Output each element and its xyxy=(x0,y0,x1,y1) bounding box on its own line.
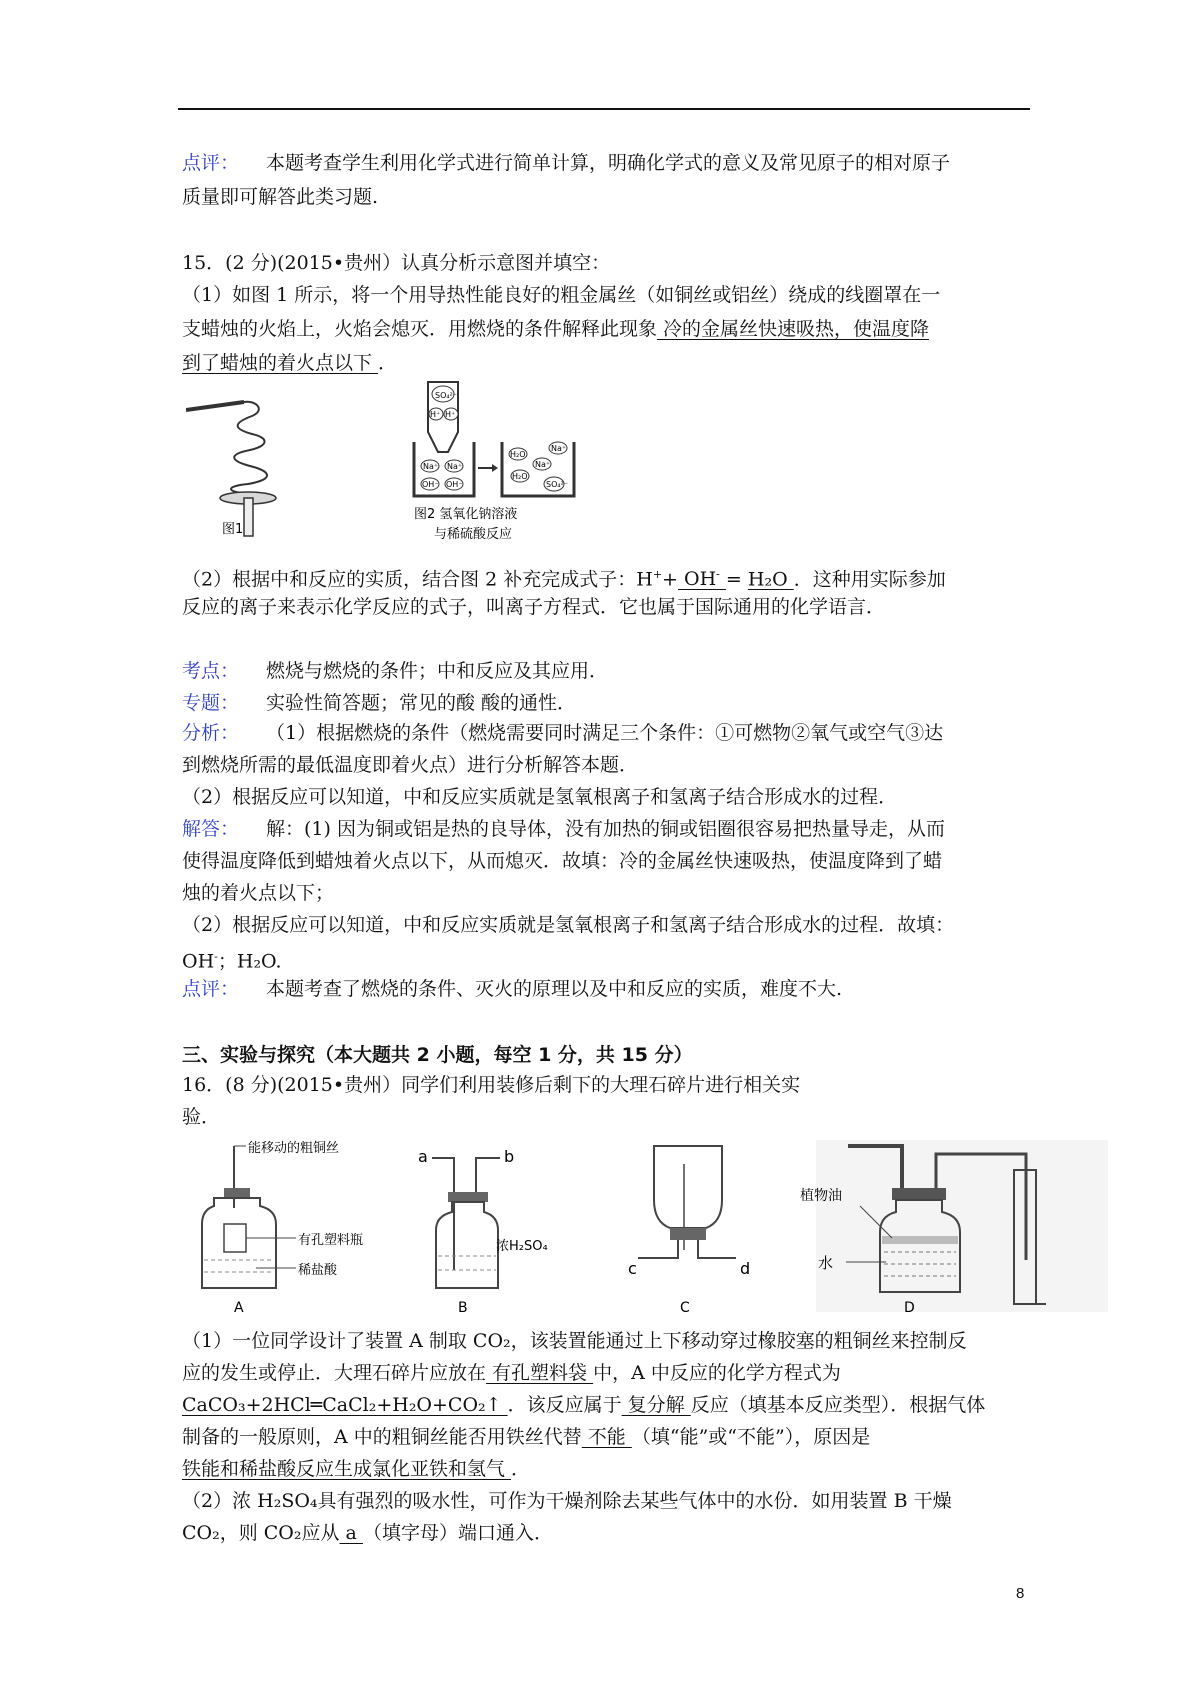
fenxi-line3: （2）根据反应可以知道，中和反应实质就是氢氧根离子和氢离子结合形成水的过程． xyxy=(182,786,898,808)
fenxi-label: 分析： xyxy=(182,722,240,744)
svg-text:Na⁺: Na⁺ xyxy=(423,462,439,471)
svg-text:D: D xyxy=(904,1300,915,1316)
svg-text:浓H₂SO₄: 浓H₂SO₄ xyxy=(496,1239,548,1254)
figure-1-caption: 图1 xyxy=(222,522,244,537)
figure-1-candle-coil xyxy=(186,388,306,538)
q16-p1-line3: CaCO₃+2HCl═CaCl₂+H₂O+CO₂↑ ．该反应属于 复分解 反应（填基本反应类型）．根据气体 xyxy=(182,1394,986,1416)
figure-2-neutralization xyxy=(408,372,588,550)
svg-text:d: d xyxy=(740,1259,751,1278)
page-number: 8 xyxy=(1016,1585,1025,1602)
q16-header2: 验． xyxy=(182,1106,221,1128)
section-title: 三、实验与探究（本大题共 2 小题，每空 1 分，共 15 分） xyxy=(182,1044,693,1066)
pingjia-line: 点评： 本题考查了燃烧的条件、灭火的原理以及中和反应的实质，难度不大. xyxy=(182,974,842,1004)
svg-text:C: C xyxy=(680,1300,690,1316)
answer-blank: a xyxy=(339,1522,363,1544)
svg-text:b: b xyxy=(504,1147,515,1166)
q16-p1-line5: 铁能和稀盐酸反应生成氯化亚铁和氢气 ． xyxy=(182,1458,531,1480)
svg-text:OH⁻: OH⁻ xyxy=(422,480,439,489)
svg-text:SO₄²⁻: SO₄²⁻ xyxy=(435,391,458,400)
svg-text:植物油: 植物油 xyxy=(800,1188,842,1204)
fenxi-line1: 分析： （1）根据燃烧的条件（燃烧需要同时满足三个条件：①可燃物②氧气或空气③达 xyxy=(182,718,943,748)
svg-text:SO₄²⁻: SO₄²⁻ xyxy=(546,480,569,489)
answer-blank: 到了蜡烛的着火点以下 xyxy=(182,352,379,374)
kaodian-line: 考点： 燃烧与燃烧的条件；中和反应及其应用． xyxy=(182,656,608,686)
jieda-line3: 烛的着火点以下； xyxy=(182,882,335,904)
answer-blank: 复分解 xyxy=(621,1394,691,1416)
svg-text:与稀硫酸反应: 与稀硫酸反应 xyxy=(434,527,513,542)
svg-text:Na⁺: Na⁺ xyxy=(535,460,551,469)
review-label: 点评： xyxy=(182,152,240,174)
answer-blank: 有孔塑料袋 xyxy=(486,1362,594,1384)
svg-text:H₂O: H₂O xyxy=(510,450,526,459)
zhuanti-label: 专题： xyxy=(182,692,240,714)
zhuanti-line: 专题： 实验性简答题；常见的酸 酸的通性． xyxy=(182,688,576,718)
jieda-line1: 解答： 解：(1) 因为铜或铝是热的良导体，没有加热的铜或铝圈很容易把热量导走，从而 xyxy=(182,814,945,844)
svg-text:Na⁺: Na⁺ xyxy=(447,462,463,471)
svg-text:OH⁻: OH⁻ xyxy=(446,480,463,489)
q15-p1-line3: 到了蜡烛的着火点以下 ． xyxy=(182,352,398,374)
figure-apparatus-abcd xyxy=(196,1140,1108,1318)
q16-p1-line4: 制备的一般原则，A 中的粗铜丝能否用铁丝代替 不能 （填“能”或“不能”），原因是 xyxy=(182,1426,871,1448)
q16-p1-line1: （1）一位同学设计了装置 A 制取 CO₂，该装置能通过上下移动穿过橡胶塞的粗铜丝来控制反 xyxy=(182,1330,967,1352)
q15-p2-line1: （2）根据中和反应的实质，结合图 2 补充完成式子：H++ OH- = H₂O ．这种用实际参加 xyxy=(182,568,946,591)
svg-text:A: A xyxy=(234,1300,244,1316)
svg-text:能移动的粗铜丝: 能移动的粗铜丝 xyxy=(248,1141,340,1156)
svg-text:H⁺: H⁺ xyxy=(445,410,456,419)
answer-blank: CaCO₃+2HCl═CaCl₂+H₂O+CO₂↑ xyxy=(182,1394,508,1416)
prev-review-line1: 点评： 本题考查学生利用化学式进行简单计算，明确化学式的意义及常见原子的相对原子 xyxy=(182,148,950,178)
svg-text:H₂O: H₂O xyxy=(512,472,528,481)
answer-blank: 不能 xyxy=(581,1426,632,1448)
jieda-line5: OH-；H₂O. xyxy=(182,950,282,973)
jieda-label: 解答： xyxy=(182,818,240,840)
jieda-line2: 使得温度降低到蜡烛着火点以下，从而熄灭．故填：冷的金属丝快速吸热，使温度降到了蜡 xyxy=(182,850,943,872)
answer-blank: 冷的金属丝快速吸热，使温度降 xyxy=(657,318,930,340)
q15-header: 15．(2 分)(2015•贵州）认真分析示意图并填空： xyxy=(182,252,611,274)
q16-p1-line2: 应的发生或停止．大理石碎片应放在 有孔塑料袋 中，A 中反应的化学方程式为 xyxy=(182,1362,841,1384)
answer-blank: 铁能和稀盐酸反应生成氯化亚铁和氢气 xyxy=(182,1458,512,1480)
svg-text:有孔塑料瓶: 有孔塑料瓶 xyxy=(298,1233,364,1248)
header-rule xyxy=(178,108,1030,110)
svg-text:a: a xyxy=(418,1147,428,1166)
answer-blank: H₂O xyxy=(747,568,794,591)
prev-review-line2: 质量即可解答此类习题. xyxy=(182,186,379,208)
svg-text:Na⁺: Na⁺ xyxy=(551,444,567,453)
kaodian-label: 考点： xyxy=(182,660,240,682)
q15-p1-line2: 支蜡烛的火焰上，火焰会熄灭．用燃烧的条件解释此现象 冷的金属丝快速吸热，使温度降 xyxy=(182,318,930,340)
answer-blank: OH- xyxy=(677,568,720,591)
q15-p1-line1: （1）如图 1 所示，将一个用导热性能良好的粗金属丝（如铜丝或铝丝）绕成的线圈罩在一 xyxy=(182,284,941,306)
q15-p2-line2: 反应的离子来表示化学反应的式子，叫离子方程式．它也属于国际通用的化学语言． xyxy=(182,596,886,618)
jieda-line4: （2）根据反应可以知道，中和反应实质就是氢氧根离子和氢离子结合形成水的过程．故填： xyxy=(182,914,955,936)
q16-p2-line2: CO₂，则 CO₂应从 a （填字母）端口通入． xyxy=(182,1522,553,1544)
q16-p2-line1: （2）浓 H₂SO₄具有强烈的吸水性，可作为干燥剂除去某些气体中的水份．如用装置 B 干燥 xyxy=(182,1490,952,1512)
svg-text:水: 水 xyxy=(818,1254,834,1272)
svg-text:H⁺: H⁺ xyxy=(430,410,441,419)
svg-text:c: c xyxy=(628,1259,637,1278)
svg-text:稀盐酸: 稀盐酸 xyxy=(298,1263,338,1278)
pingjia-label: 点评： xyxy=(182,978,240,1000)
svg-text:B: B xyxy=(458,1300,468,1316)
q16-header: 16．(8 分)(2015•贵州）同学们利用装修后剩下的大理石碎片进行相关实 xyxy=(182,1074,801,1096)
fenxi-line2: 到燃烧所需的最低温度即着火点）进行分析解答本题． xyxy=(182,754,639,776)
figure-2-caption: 图2 氢氧化钠溶液 xyxy=(414,507,518,522)
